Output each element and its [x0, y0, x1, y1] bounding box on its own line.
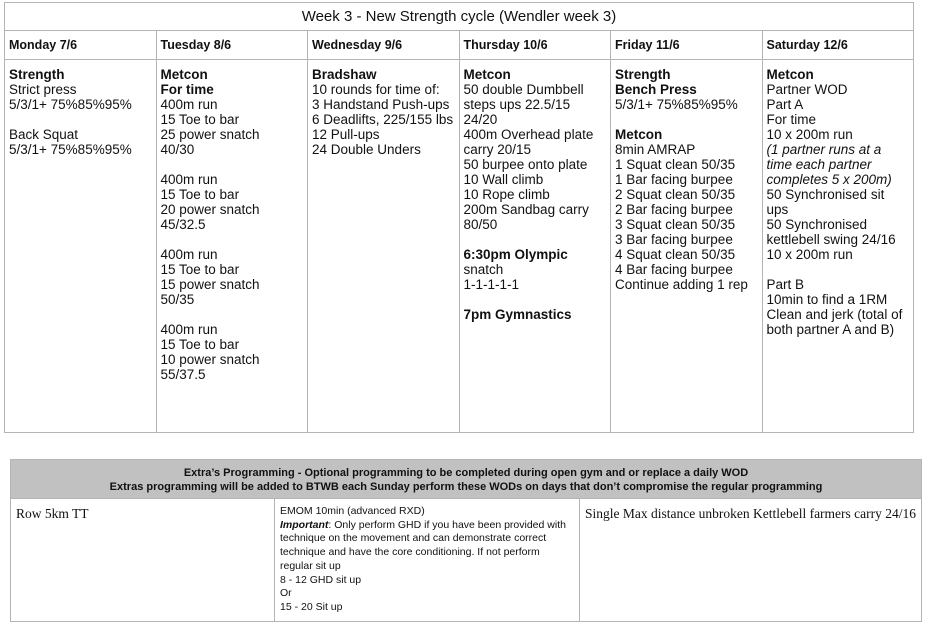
section-heading: 7pm Gymnastics [463, 307, 572, 322]
extras-header-line-2: Extras programming will be added to BTWB each Sunday perform these WODs on days that don’t compromise the regular programming [109, 481, 823, 493]
workout-line: 5/3/1+ 75%85%95% [9, 97, 132, 112]
workout-line: 15 power snatch [160, 277, 260, 292]
workout-line: 1 Squat clean 50/35 [615, 157, 736, 172]
day-cell-wednesday [308, 60, 460, 433]
emom-option-ghd: 8 - 12 GHD sit up [280, 573, 362, 586]
workout-line: 2 Bar facing burpee [615, 202, 733, 217]
workout-line: 10min to find a 1RM Clean and jerk (total of both partner A and B) [766, 292, 903, 337]
workout-line: 1 Bar facing burpee [615, 172, 733, 187]
day-header-row [5, 31, 914, 60]
section-heading: Strength [615, 67, 671, 82]
workout-line: 50/35 [160, 292, 195, 307]
workout-line: Continue adding 1 rep [615, 277, 748, 292]
important-text: : Only perform GHD if you have been provided with technique on the movement and can demonstrate correct technique and have the core conditioning. If not perform regular sit up [280, 518, 566, 572]
extras-header [11, 460, 922, 499]
extras-farmers-carry: Single Max distance unbroken Kettlebell farmers carry 24/16 [580, 499, 922, 622]
workout-line: 1-1-1-1-1 [463, 277, 520, 292]
day-header-tuesday: Tuesday 8/6 [156, 31, 308, 60]
workout-line: 50 burpee onto plate [463, 157, 588, 172]
day-cell-tuesday [156, 60, 308, 433]
workout-line: 400m run [160, 247, 218, 262]
emom-or: Or [280, 587, 292, 600]
workout-line: 50 double Dumbbell steps ups 22.5/15 24/20 [463, 82, 584, 127]
workout-line: 3 Squat clean 50/35 [615, 217, 736, 232]
spacer [161, 157, 304, 172]
workout-line: For time [766, 112, 817, 127]
workout-line: 24 Double Unders [312, 142, 421, 157]
section-heading: Strength [9, 67, 65, 82]
day-cell-friday [611, 60, 763, 433]
workout-line: 50 Synchronised sit ups [766, 187, 885, 217]
workout-line: 400m run [160, 97, 218, 112]
day-content-row [5, 60, 914, 433]
workout-line: Part A [766, 97, 804, 112]
workout-line: 5/3/1+ 75%85%95% [615, 97, 738, 112]
section-heading: Metcon [160, 67, 208, 82]
workout-line: 50 Synchronised kettlebell swing 24/16 [766, 217, 896, 247]
workout-line: 6 Deadlifts, 225/155 lbs [312, 112, 454, 127]
day-header-friday: Friday 11/6 [611, 31, 763, 60]
day-cell-thursday [459, 60, 611, 433]
workout-line: 10 Wall climb [463, 172, 544, 187]
section-heading: Bradshaw [312, 67, 377, 82]
workout-line: 10 x 200m run [766, 247, 853, 262]
workout-line: 10 Rope climb [463, 187, 550, 202]
section-heading: 6:30pm Olympic [463, 247, 568, 262]
important-label: Important [280, 518, 329, 531]
spacer [9, 112, 152, 127]
day-header-monday: Monday 7/6 [5, 31, 157, 60]
week-title: Week 3 - New Strength cycle (Wendler week 3) [5, 3, 914, 31]
workout-line: 10 x 200m run [766, 127, 853, 142]
workout-line: 25 power snatch [160, 127, 260, 142]
workout-line: 8min AMRAP [615, 142, 696, 157]
extras-programming-table [10, 459, 922, 622]
extras-row [11, 499, 922, 622]
workout-line: 15 Toe to bar [160, 262, 240, 277]
spacer [464, 292, 607, 307]
extras-row-5km: Row 5km TT [11, 499, 275, 622]
workout-line: 55/37.5 [160, 367, 206, 382]
section-heading: For time [160, 82, 214, 97]
workout-line: Strict press [9, 82, 77, 97]
workout-line: 10 power snatch [160, 352, 260, 367]
workout-line: 15 Toe to bar [160, 337, 240, 352]
workout-line: 2 Squat clean 50/35 [615, 187, 736, 202]
workout-line: 5/3/1+ 75%85%95% [9, 142, 132, 157]
workout-line: Partner WOD [766, 82, 848, 97]
section-heading: Bench Press [615, 82, 697, 97]
workout-line: 4 Bar facing burpee [615, 262, 733, 277]
workout-line: 15 Toe to bar [160, 112, 240, 127]
day-header-thursday: Thursday 10/6 [459, 31, 611, 60]
workout-line: 40/30 [160, 142, 195, 157]
spacer [767, 262, 910, 277]
workout-line: 400m run [160, 322, 218, 337]
section-heading: Metcon [463, 67, 511, 82]
workout-line: 400m run [160, 172, 218, 187]
day-header-saturday: Saturday 12/6 [762, 31, 914, 60]
spacer [161, 232, 304, 247]
day-cell-monday [5, 60, 157, 433]
spacer [615, 112, 758, 127]
spacer [464, 232, 607, 247]
workout-line: snatch [463, 262, 504, 277]
workout-line: 4 Squat clean 50/35 [615, 247, 736, 262]
workout-line: 3 Bar facing burpee [615, 232, 733, 247]
extras-emom [275, 499, 580, 622]
workout-line: 20 power snatch [160, 202, 260, 217]
workout-line: 12 Pull-ups [312, 127, 380, 142]
workout-line: 200m Sandbag carry 80/50 [463, 202, 589, 232]
workout-line: (1 partner runs at a time each partner completes 5 x 200m) [766, 142, 892, 187]
day-cell-saturday [762, 60, 914, 433]
spacer [161, 307, 304, 322]
extras-header-line-1: Extra’s Programming - Optional programming to be completed during open gym and or replace a daily WOD [183, 467, 749, 479]
workout-line: Back Squat [9, 127, 79, 142]
section-heading: Metcon [615, 127, 663, 142]
day-header-wednesday: Wednesday 9/6 [308, 31, 460, 60]
weekly-schedule-table [4, 2, 914, 433]
emom-title: EMOM 10min (advanced RXD) [280, 505, 425, 517]
workout-line: 400m Overhead plate carry 20/15 [463, 127, 594, 157]
section-heading: Metcon [766, 67, 814, 82]
workout-line: 10 rounds for time of: [312, 82, 440, 97]
workout-line: 45/32.5 [160, 217, 206, 232]
emom-option-situp: 15 - 20 Sit up [280, 600, 343, 613]
emom-important-note [280, 519, 574, 574]
workout-line: Part B [766, 277, 805, 292]
workout-line: 15 Toe to bar [160, 187, 240, 202]
workout-line: 3 Handstand Push-ups [312, 97, 450, 112]
